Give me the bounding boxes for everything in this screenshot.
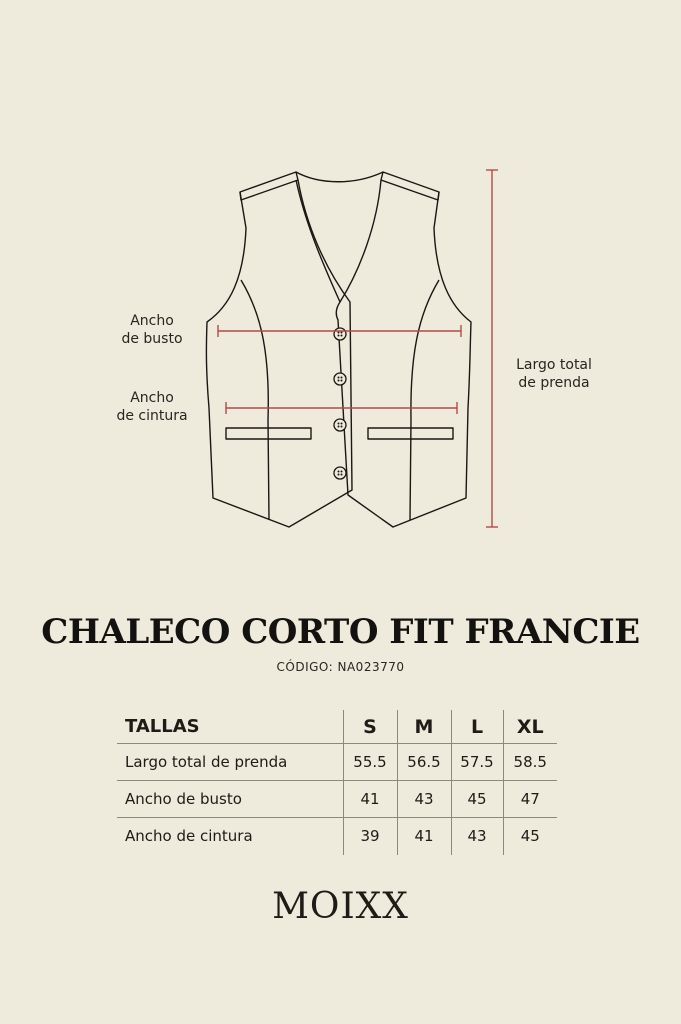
- brand-logo: MOIXX: [272, 886, 409, 927]
- left-lapel-line: [296, 180, 340, 302]
- cell-value: 39: [343, 818, 397, 855]
- button-2: [334, 373, 346, 385]
- waist-width-label: Ancho de cintura: [116, 390, 188, 424]
- button-4: [334, 467, 346, 479]
- cell-value: 47: [503, 781, 557, 818]
- cell-value: 45: [451, 781, 503, 818]
- cell-value: 55.5: [343, 744, 397, 781]
- right-shoulder-strap: [381, 180, 439, 200]
- header-size-s: S: [343, 710, 397, 744]
- size-table: [117, 710, 557, 855]
- row-label: Largo total de prenda: [117, 744, 343, 781]
- size-table-header: [117, 710, 557, 744]
- header-size-m: M: [397, 710, 451, 744]
- product-code: CÓDIGO: NA023770: [276, 660, 405, 674]
- left-princess-seam: [241, 280, 269, 520]
- cell-value: 43: [397, 781, 451, 818]
- product-title: CHALECO CORTO FIT FRANCIE: [41, 612, 640, 652]
- cell-value: 45: [503, 818, 557, 855]
- header-tallas: TALLAS: [125, 716, 200, 737]
- waist-measure-line: [226, 402, 457, 414]
- table-row: [117, 744, 557, 781]
- cell-value: 41: [397, 818, 451, 855]
- header-size-xl: XL: [503, 710, 557, 744]
- cell-value: 43: [451, 818, 503, 855]
- row-label: Ancho de busto: [117, 781, 343, 818]
- row-label: Ancho de cintura: [117, 818, 343, 855]
- table-row: [117, 781, 557, 818]
- header-size-l: L: [451, 710, 503, 744]
- neckline: [296, 172, 383, 182]
- button-1: [334, 328, 346, 340]
- cell-value: 41: [343, 781, 397, 818]
- cell-value: 56.5: [397, 744, 451, 781]
- table-row: [117, 818, 557, 855]
- left-shoulder-strap: [240, 180, 298, 200]
- button-3: [334, 419, 346, 431]
- vest-left-panel: [206, 172, 352, 527]
- right-princess-seam: [410, 280, 439, 520]
- length-measure-line: [486, 170, 498, 527]
- cell-value: 58.5: [503, 744, 557, 781]
- vest-right-panel: [336, 172, 471, 527]
- cell-value: 57.5: [451, 744, 503, 781]
- total-length-label: Largo total de prenda: [516, 357, 592, 391]
- bust-width-label: Ancho de busto: [121, 313, 183, 347]
